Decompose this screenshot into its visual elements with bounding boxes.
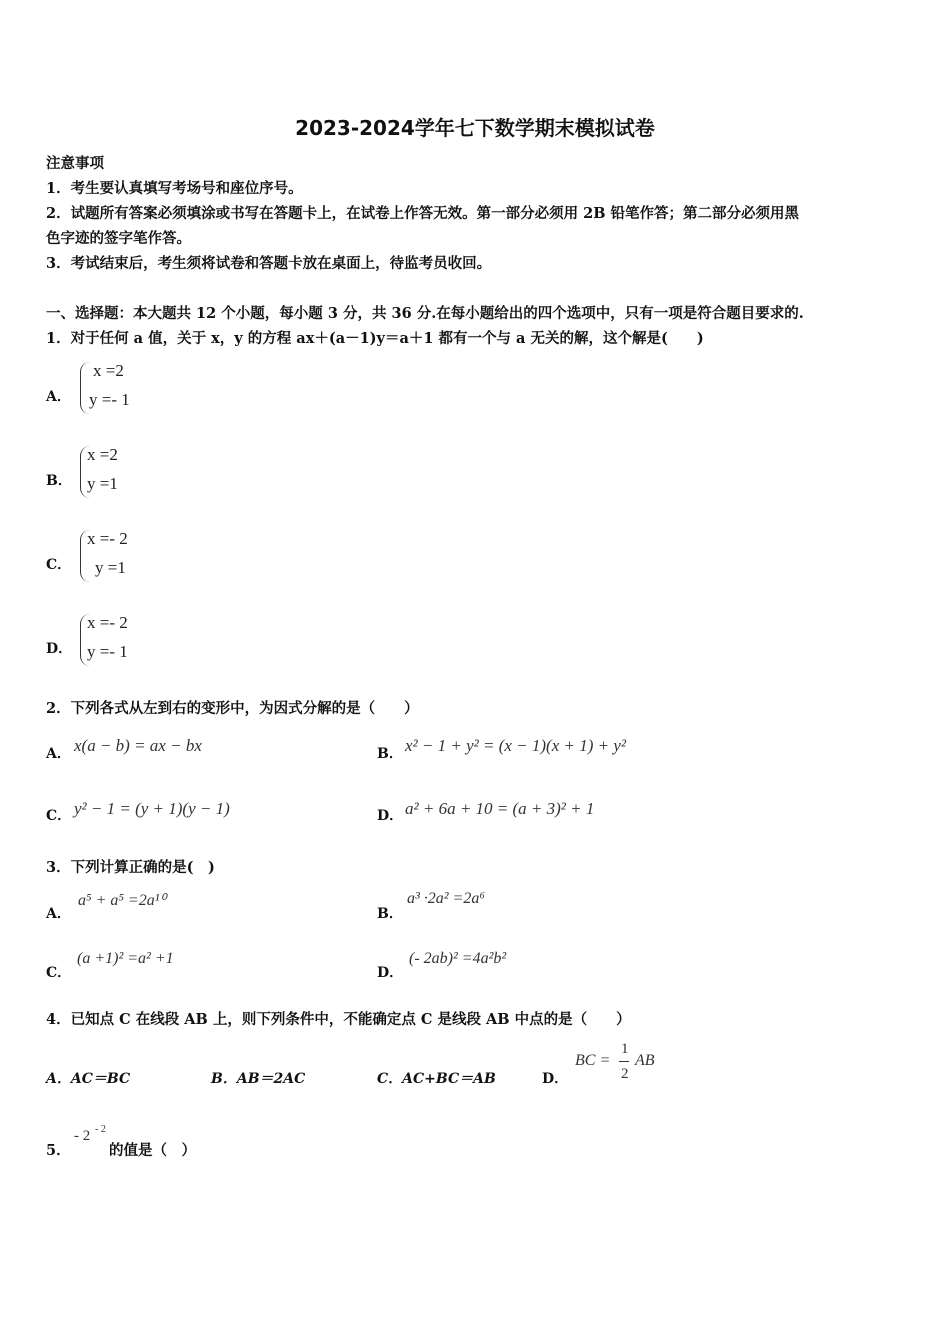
q3-option-a-expr: a⁵ + a⁵ =2a¹⁰ [78, 892, 166, 909]
question-5-stem: 的值是（ ） [109, 1142, 196, 1159]
q3-option-c-expr: (a +1)² =a² +1 [77, 950, 174, 967]
q1-option-d-line1: x =- 2 [87, 613, 128, 632]
q3-option-b-label: B． [377, 906, 403, 922]
q4-option-d-fraction-bar [619, 1061, 629, 1062]
q2-option-b-expr: x² − 1 + y² = (x − 1)(x + 1) + y² [405, 736, 626, 755]
notice-item-1: 1．考生要认真填写考场号和座位序号。 [46, 180, 303, 197]
q4-option-b: B．AB＝2AC [211, 1071, 306, 1087]
q2-option-c-expr: y² − 1 = (y + 1)(y − 1) [74, 799, 230, 818]
q3-option-b-expr: a³ ·2a² =2a⁶ [407, 890, 485, 907]
q4-option-d-lhs: BC = [575, 1052, 611, 1069]
q1-option-b-line1: x =2 [87, 445, 118, 464]
q2-option-b-label: B． [377, 746, 403, 762]
q4-option-a: A．AC＝BC [46, 1071, 131, 1087]
q2-option-a-label: A． [46, 746, 71, 762]
q1-option-a-label: A． [46, 389, 71, 405]
question-1-stem: 1．对于任何 a 值，关于 x，y 的方程 ax＋(a－1)y＝a＋1 都有一个与 a 无关的解，这个解是( ) [46, 330, 704, 347]
q1-option-c-line2: y =1 [95, 558, 126, 577]
question-4-stem: 4．已知点 C 在线段 AB 上，则下列条件中，不能确定点 C 是线段 AB 中点的是（ ） [46, 1011, 631, 1028]
q1-option-b-line2: y =1 [87, 474, 118, 493]
q4-option-d-numerator: 1 [621, 1041, 629, 1057]
q4-option-d-denominator: 2 [621, 1066, 629, 1082]
q1-option-d-label: D． [46, 641, 73, 657]
q3-option-d-expr: (- 2ab)² =4a²b² [409, 950, 507, 967]
question-5-label: 5． [46, 1142, 71, 1159]
notice-heading: 注意事项 [46, 155, 104, 172]
page-title: 2023-2024学年七下数学期末模拟试卷 [295, 116, 655, 140]
question-3-stem: 3．下列计算正确的是( ) [46, 859, 215, 876]
q2-option-c-label: C． [46, 808, 72, 824]
notice-item-2-cont: 色字迹的签字笔作答。 [46, 230, 191, 247]
q2-option-d-label: D． [377, 808, 404, 824]
q4-option-d-label: D． [542, 1071, 569, 1087]
q1-option-c-line1: x =- 2 [87, 529, 128, 548]
q1-option-d-line2: y =- 1 [87, 642, 128, 661]
notice-item-2: 2．试题所有答案必须填涂或书写在答题卡上，在试卷上作答无效。第一部分必须用 2B 铅笔作答；第二部分必须用黑 [46, 205, 800, 222]
q3-option-d-label: D． [377, 965, 404, 981]
question-2-stem: 2．下列各式从左到右的变形中，为因式分解的是（ ） [46, 700, 419, 717]
section-heading: 一、选择题：本大题共 12 个小题，每小题 3 分，共 36 分.在每小题给出的四个选项中，只有一项是符合题目要求的. [46, 305, 804, 322]
q5-expr-base: - 2 [74, 1128, 91, 1144]
q2-option-d-expr: a² + 6a + 10 = (a + 3)² + 1 [405, 799, 595, 818]
q3-option-a-label: A． [46, 906, 71, 922]
q1-option-a-line2: y =- 1 [89, 390, 130, 409]
q1-option-a-line1: x =2 [93, 361, 124, 380]
notice-item-3: 3．考试结束后，考生须将试卷和答题卡放在桌面上，待监考员收回。 [46, 255, 492, 272]
q1-option-c-label: C． [46, 557, 72, 573]
q4-option-d-rhs: AB [635, 1052, 655, 1069]
q3-option-c-label: C． [46, 965, 72, 981]
q5-expr-exponent: - 2 [95, 1124, 106, 1135]
q2-option-a-expr: x(a − b) = ax − bx [74, 736, 202, 755]
q4-option-c: C．AC+BC＝AB [377, 1071, 496, 1087]
q1-option-b-label: B． [46, 473, 72, 489]
